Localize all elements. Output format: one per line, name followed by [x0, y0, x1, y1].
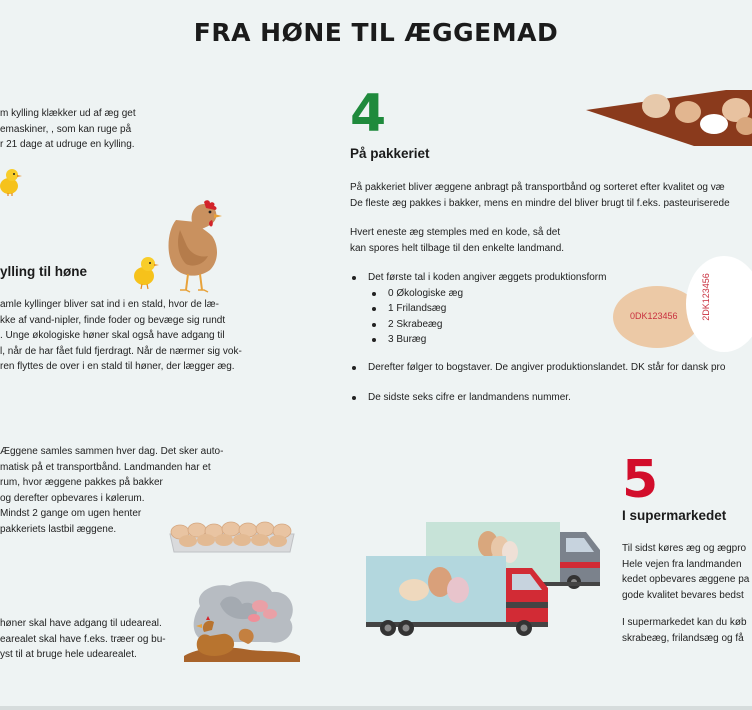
intro-text	[0, 106, 136, 153]
list-item-text: De sidste seks cifre er landmandens nummer.	[368, 392, 571, 403]
list-item-text: 1 Frilandsæg	[388, 303, 447, 314]
step5-paragraph	[622, 541, 749, 603]
text-line: høner skal have adgang til udeareal.	[0, 618, 162, 629]
step-heading: I supermarkedet	[622, 508, 727, 523]
text-line: gode kvalitet bevares bedst	[622, 589, 744, 601]
egg-tray-icon	[166, 514, 298, 556]
egg-stamp-code: 0DK123456	[630, 311, 678, 321]
stamped-egg-icon	[684, 252, 752, 352]
step4-paragraph	[350, 180, 730, 211]
hen-icon	[132, 200, 230, 294]
truck-icon	[364, 518, 604, 638]
intro-line: r 21 dage at udruge en kylling.	[0, 139, 135, 150]
text-line: Hele vejen fra landmanden	[622, 558, 742, 570]
text-line: amle kyllinger bliver sat ind i en stald, hvor de læ-	[0, 299, 219, 310]
step5-paragraph	[622, 615, 747, 646]
code-list	[350, 390, 571, 406]
list-item-text: 3 Buræg	[388, 334, 427, 345]
text-line: og derefter opbevares i kølerum.	[0, 492, 145, 504]
text-line: rum, hvor æggene pakkes på bakker	[0, 477, 163, 488]
text-line: Æggene samles sammen hver dag. Det sker auto-	[0, 446, 224, 457]
text-line: Hvert eneste æg stemples med en kode, så det	[350, 227, 561, 238]
list-item-text: Derefter følger to bogstaver. De angiver produktionslandet. DK står for dansk pro	[368, 362, 726, 373]
text-line: I supermarkedet kan du køb	[622, 617, 747, 628]
conveyor-eggs-icon	[586, 86, 752, 148]
page-title: FRA HØNE TIL ÆGGEMAD	[193, 18, 559, 47]
chick-icon	[0, 166, 24, 196]
list-item	[350, 390, 571, 406]
code-list	[350, 360, 752, 376]
text-line: matisk på et transportbånd. Landmanden har et	[0, 461, 211, 473]
list-item	[350, 360, 752, 376]
text-line: kke af vand-nipler, finde foder og bevæge sig rundt	[0, 314, 226, 326]
text-line: l, når de har fået fuld fjerdragt. Når de nærmer sig vok-	[0, 345, 242, 357]
step4-paragraph	[350, 225, 564, 256]
egg-stamp-code: 2DK123456	[701, 273, 711, 321]
intro-line: m kylling klækker ud af æg get	[0, 108, 136, 119]
bottom-divider	[0, 706, 752, 710]
text-line: skrabeæg, frilandsæg og få	[622, 632, 744, 644]
text-line: kedet opbevares æggene pa	[622, 574, 750, 585]
step-number: 5	[622, 450, 659, 510]
step-number: 4	[350, 84, 387, 144]
list-item-text: Det første tal i koden angiver æggets produktionsform	[368, 272, 607, 283]
text-line: ren flyttes de over i en stald til høner, der lægger æg.	[0, 361, 235, 372]
text-line: Til sidst køres æg og ægpro	[622, 543, 747, 554]
text-line: earealet skal have f.eks. træer og bu-	[0, 633, 166, 645]
section2-text	[0, 297, 242, 375]
text-line: Mindst 2 gange om ugen henter	[0, 508, 142, 519]
section-heading: ylling til høne	[0, 264, 87, 279]
section4-text	[0, 616, 166, 663]
step-heading: På pakkeriet	[350, 146, 430, 161]
text-line: kan spores helt tilbage til den enkelte landmand.	[350, 242, 565, 254]
text-line: På pakkeriet bliver æggene anbragt på transportbånd og sorteret efter kvalitet og væ	[350, 182, 725, 193]
text-line: De fleste æg pakkes i bakker, mens en mindre del bliver brugt til f.eks. pasteuriserede	[350, 197, 730, 209]
hens-outdoor-icon	[180, 576, 302, 668]
text-line: pakkeriets lastbil æggene.	[0, 523, 117, 535]
intro-line: emaskiner, , som kan ruge på	[0, 123, 132, 135]
text-line: . Unge økologiske høner skal også have adgang til	[0, 330, 225, 341]
list-item-text: 0 Økologiske æg	[388, 287, 464, 299]
text-line: yst til at bruge hele udearealet.	[0, 649, 137, 660]
list-item-text: 2 Skrabeæg	[388, 318, 443, 330]
